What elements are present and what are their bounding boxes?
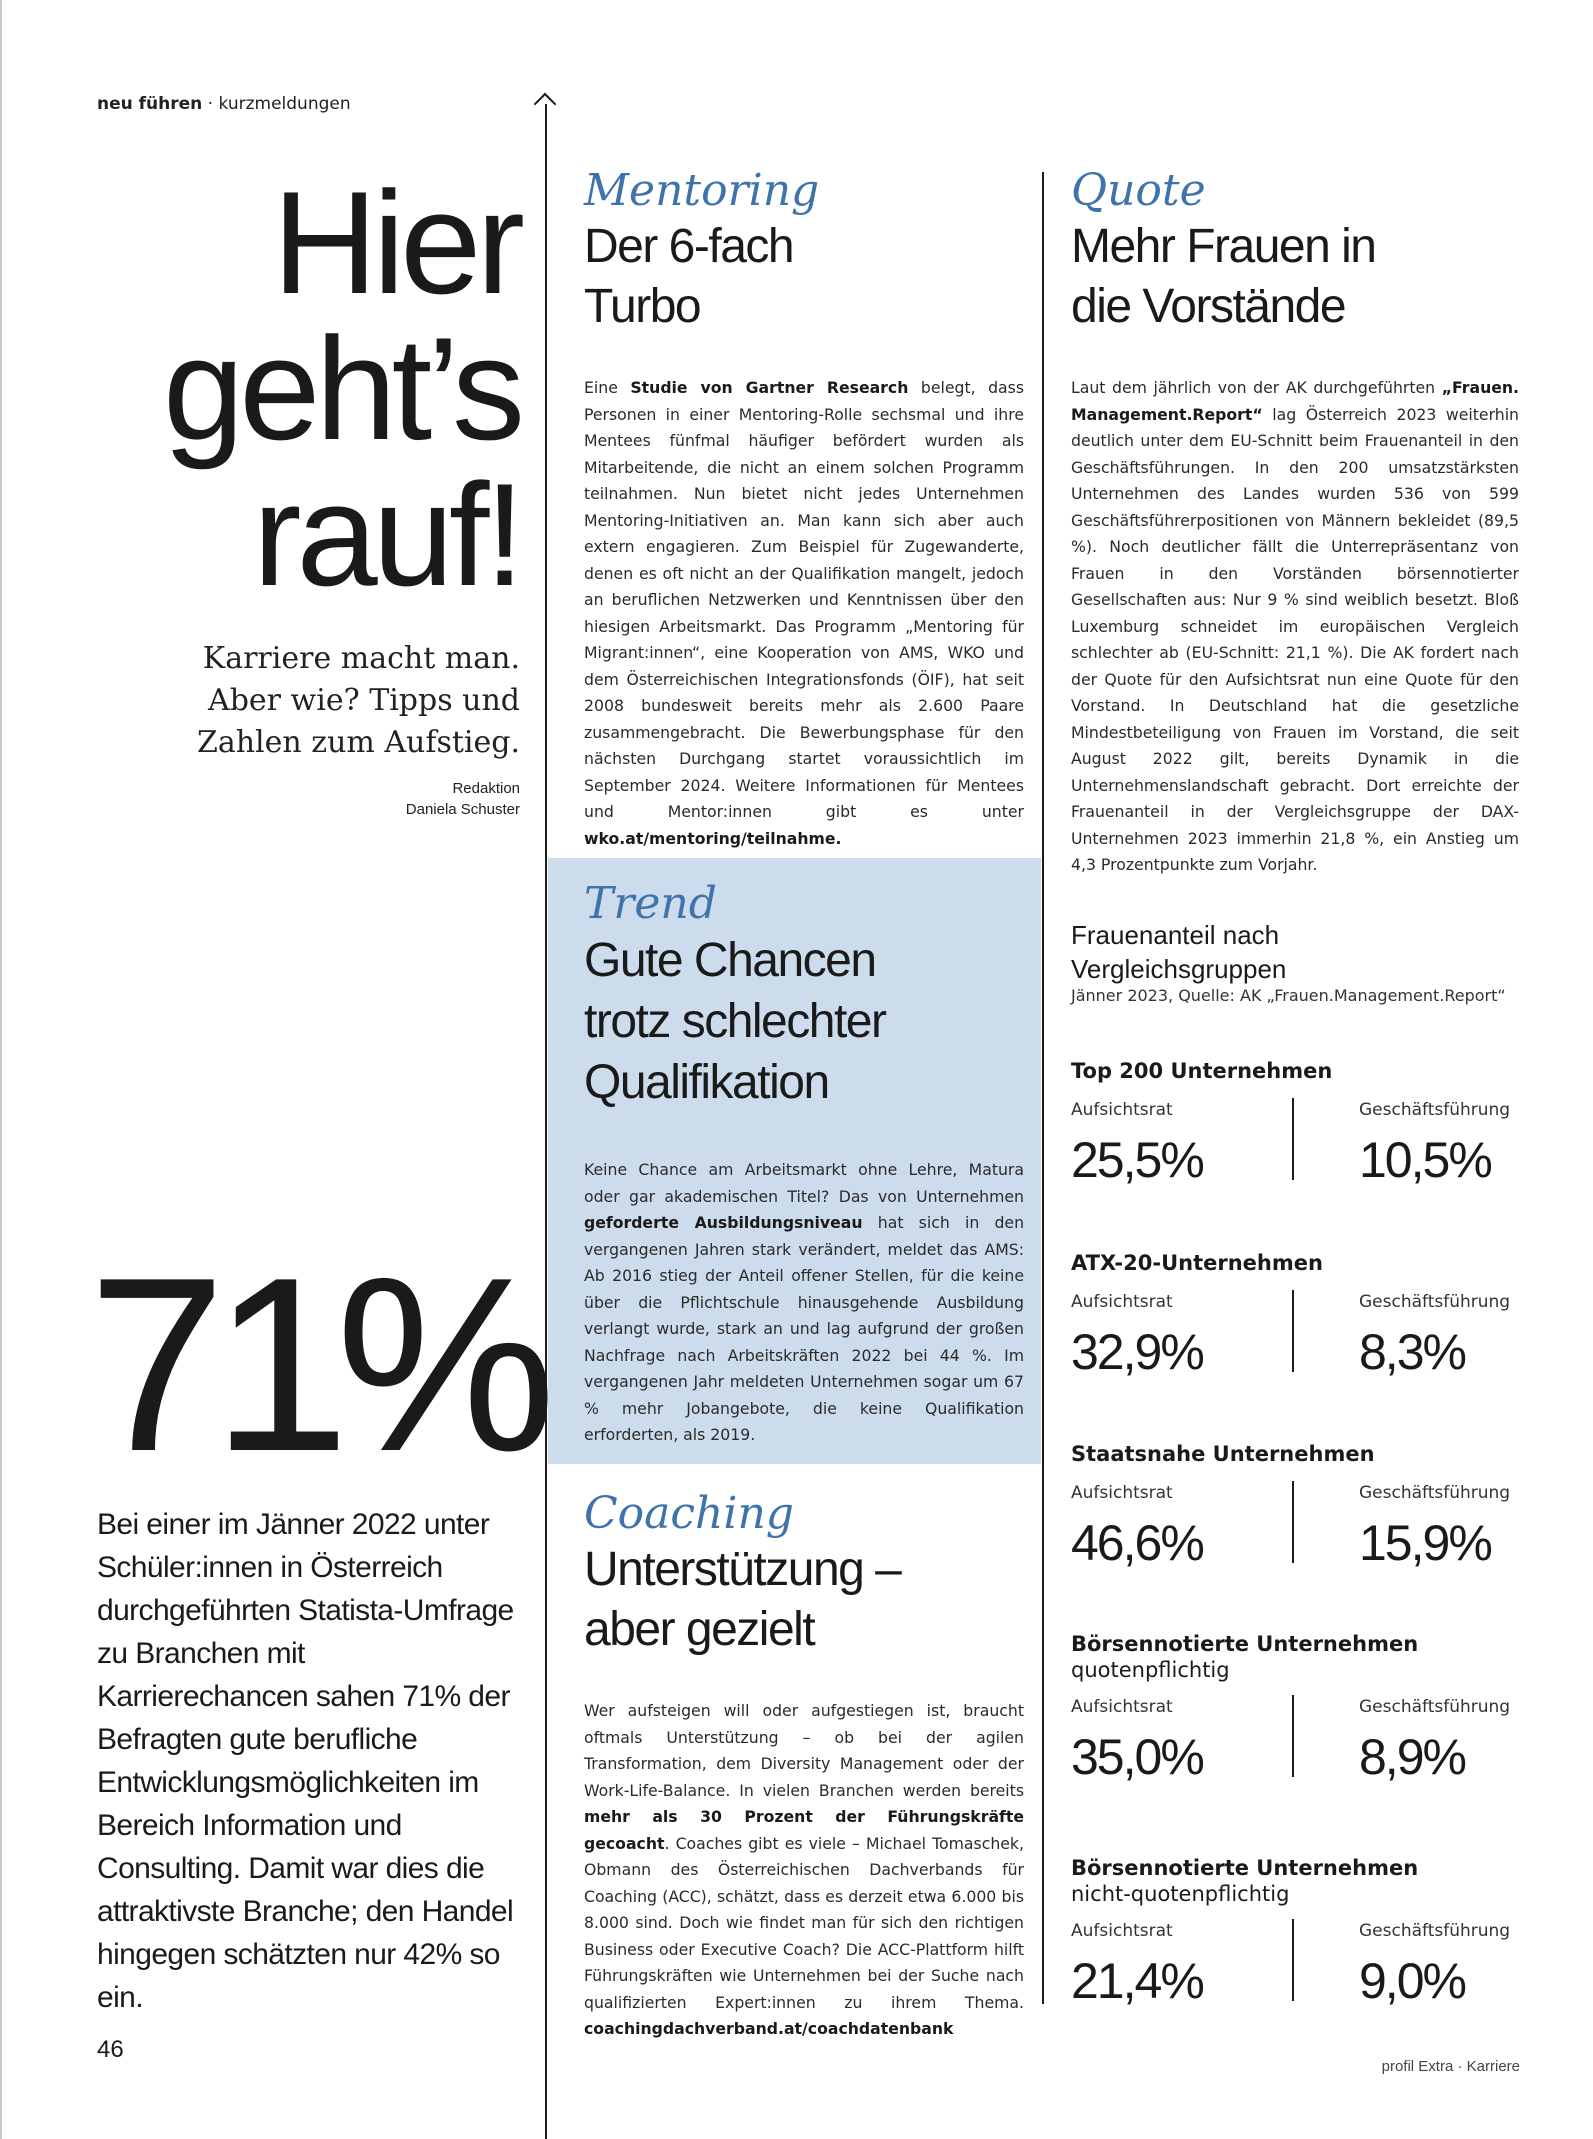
stat-value-geschaeftsfuehrung: 8,3% — [1359, 1324, 1465, 1380]
article-body: Keine Chance am Arbeitsmarkt ohne Lehre, Matura oder gar akademischen Titel? Das von Unternehmen geforderte Ausbildungsniveau hat sich in den vergangenen Jahren stark verändert, meldet das AMS: Ab 2016 stieg der Anteil offener Stellen, für die keine über die Pflichtschule hinausgehende Ausbildung verlangt wurde, stark an und lag aufgrund der großen Nachfrage nach Arbeitskräften 2022 bei 44 %. Im vergangenen Jahr meldeten Unternehmen sogar um 67 % mehr Jobangebote, die keine Qualifikation erforderten, als 2019. — [584, 1160, 1025, 1444]
stat-group-subname: quotenpflichtig — [1071, 1658, 1230, 1682]
article-body: Eine Studie von Gartner Research belegt, dass Personen in einer Mentoring-Rolle sechsmal und ihre Mentees fünfmal häufiger befördert wurden als Mitarbeitende, die nicht an einem solchen Programm teilnahmen. Nun bietet nicht jedes Unternehmen Mentoring-Initiativen an. Man kann sich aber auch extern engagieren. Zum Beispiel für Zugewanderte, denen es oft nicht an der Qualifikation mangelt, jedoch an beruflichen Netzwerken und Kenntnissen über den hiesigen Arbeitsmarkt. Das Programm „Mentoring für Migrant:innen“, eine Kooperation von AMS, WKO und dem Österreichischen Integrationsfonds (ÖIF), hat seit 2008 bundesweit bereits mehr als 2.600 Paare zusammengebracht. Die Bewerbungsphase für den nächsten Durchgang startet voraussichtlich im September 2024. Weitere Informationen für Mentees und Mentor:innen gibt es unter wko.at/mentoring/teilnahme. — [584, 378, 1024, 848]
article-title: Mehr Frauen in die Vorstände — [1071, 220, 1376, 333]
stat-value-aufsichtsrat: 21,4% — [1071, 1953, 1203, 2009]
stat-value-aufsichtsrat: 35,0% — [1071, 1729, 1203, 1785]
publication-footer: profil Extra · Karriere — [1381, 2058, 1520, 2075]
stat-group-subname: nicht-quotenpflichtig — [1071, 1882, 1290, 1906]
column-divider — [1042, 172, 1044, 2004]
stat-label-geschaeftsfuehrung: Geschäftsführung — [1359, 1100, 1511, 1120]
stat-group — [1071, 1058, 1521, 1188]
stat-value-aufsichtsrat: 32,9% — [1071, 1324, 1203, 1380]
article-quote — [1071, 165, 1519, 879]
stat-value-geschaeftsfuehrung: 15,9% — [1359, 1515, 1491, 1571]
arrow-up-icon — [534, 93, 557, 116]
stat-value-aufsichtsrat: 25,5% — [1071, 1132, 1203, 1188]
stat-divider — [1292, 1098, 1294, 1180]
stat-value-geschaeftsfuehrung: 10,5% — [1359, 1132, 1491, 1188]
stat-value-geschaeftsfuehrung: 8,9% — [1359, 1729, 1465, 1785]
page-headline: Hier geht’s rauf! — [163, 161, 520, 616]
article-kicker: Quote — [1071, 165, 1206, 216]
stat-label-aufsichtsrat: Aufsichtsrat — [1071, 1921, 1173, 1941]
stat-label-aufsichtsrat: Aufsichtsrat — [1071, 1100, 1173, 1120]
article-title: Der 6-fach Turbo — [584, 220, 794, 333]
stat-group — [1071, 1250, 1521, 1380]
page-number: 46 — [97, 2036, 124, 2063]
stat-label-aufsichtsrat: Aufsichtsrat — [1071, 1697, 1173, 1717]
article-body: Laut dem jährlich von der AK durchgeführten „Frauen. Management.Report“ lag Österreich 2023 weiterhin deutlich unter dem EU-Schnitt beim Frauenanteil in den Geschäftsführungen. In den 200 umsatzstärksten Unternehmen des Landes wurden 536 von 599 Geschäftsführerpositionen von Männern bekleidet (89,5 %). Noch deutlicher fällt die Unterrepräsentanz von Frauen in den Vorständen börsennotierter Gesellschaften aus: Nur 9 % sind weiblich besetzt. Bloß Luxemburg schneidet im europäischen Vergleich schlechter ab (EU-Schnitt: 21,1 %). Die AK fordert nach der Quote für den Aufsichtsrat nun eine Quote für den Vorstand. In Deutschland hat die gesetzliche Mindestbeteiligung von Frauen im Vorstand, die seit August 2022 gilt, bereits Dynamik in die Unternehmenslandschaft gebracht. Dort erreichte der Frauenanteil in der Vergleichsgruppe der DAX-Unternehmen 2023 immerhin 21,8 %, ein Anstieg um 4,3 Prozentpunkte zum Vorjahr. — [1071, 378, 1519, 874]
stat-group — [1071, 1441, 1521, 1571]
stat-divider — [1292, 1919, 1294, 2001]
stat-label-geschaeftsfuehrung: Geschäftsführung — [1359, 1483, 1511, 1503]
stat-group-name: Börsennotierte Unternehmen — [1071, 1856, 1419, 1880]
stat-label-aufsichtsrat: Aufsichtsrat — [1071, 1292, 1173, 1312]
stat-group-name: Börsennotierte Unternehmen — [1071, 1632, 1419, 1656]
stat-group-name: ATX-20-Unternehmen — [1071, 1251, 1323, 1275]
article-coaching — [584, 1488, 1024, 2043]
stat-divider — [1292, 1695, 1294, 1777]
article-title: Gute Chancen trotz schlechter Qualifikation — [584, 934, 886, 1109]
article-mentoring — [584, 165, 1024, 852]
stat-group — [1071, 1631, 1521, 1785]
statistic-value: 71% — [88, 1225, 543, 1503]
stat-group-name: Staatsnahe Unternehmen — [1071, 1442, 1375, 1466]
stats-heading: Frauenanteil nach Vergleichsgruppen — [1071, 920, 1287, 984]
article-body: Wer aufsteigen will oder aufgestiegen ist, braucht oftmals Unterstützung – ob bei der agilen Transformation, dem Diversity Management oder der Work-Life-Balance. In vielen Branchen werden bereits mehr als 30 Prozent der Führungskräfte gecoacht. Coaches gibt es viele – Michael Tomaschek, Obmann des Österreichischen Dachverbands für Coaching (ACC), schätzt, dass es derzeit etwa 6.000 bis 8.000 sind. Doch wie findet man für sich den richtigen Business oder Executive Coach? Die ACC-Plattform hilft Führungskräften wie Unternehmen bei der Suche nach qualifizierten Expert:innen zu ihrem Thema. coachingdachverband.at/coachdatenbank — [584, 1701, 1024, 2038]
stat-label-aufsichtsrat: Aufsichtsrat — [1071, 1483, 1173, 1503]
stats-source: Jänner 2023, Quelle: AK „Frauen.Management.Report“ — [1071, 986, 1506, 1005]
stat-group — [1071, 1855, 1521, 2009]
stat-divider — [1292, 1290, 1294, 1372]
stat-label-geschaeftsfuehrung: Geschäftsführung — [1359, 1697, 1511, 1717]
stat-group-name: Top 200 Unternehmen — [1071, 1059, 1333, 1083]
stat-label-geschaeftsfuehrung: Geschäftsführung — [1359, 1921, 1511, 1941]
running-head: neu führen · kurzmeldungen — [97, 94, 351, 114]
article-kicker: Coaching — [584, 1488, 794, 1539]
statistic-text: Bei einer im Jänner 2022 unter Schüler:innen in Österreich durchgeführten Statista-Umfrage zu Branchen mit Karrierechancen sahen 71% der Befragten gute berufliche Entwicklungsmöglichkeiten im Bereich Information und Consulting. Damit war dies die attraktivste Branche; den Handel hingegen schätzten nur 42% so ein. — [97, 1508, 514, 2014]
stat-value-geschaeftsfuehrung: 9,0% — [1359, 1953, 1465, 2009]
stat-value-aufsichtsrat: 46,6% — [1071, 1515, 1203, 1571]
stat-divider — [1292, 1481, 1294, 1563]
tagline: Karriere macht man. Aber wie? Tipps und Zahlen zum Aufstieg. — [197, 641, 520, 760]
article-trend — [584, 878, 1024, 1449]
byline: Redaktion Daniela Schuster — [405, 780, 520, 818]
arrow-line — [545, 104, 547, 2139]
stat-label-geschaeftsfuehrung: Geschäftsführung — [1359, 1292, 1511, 1312]
article-kicker: Mentoring — [584, 165, 820, 216]
article-kicker: Trend — [584, 878, 717, 929]
article-title: Unterstützung – aber gezielt — [584, 1543, 901, 1656]
page-edge — [0, 0, 2, 2139]
